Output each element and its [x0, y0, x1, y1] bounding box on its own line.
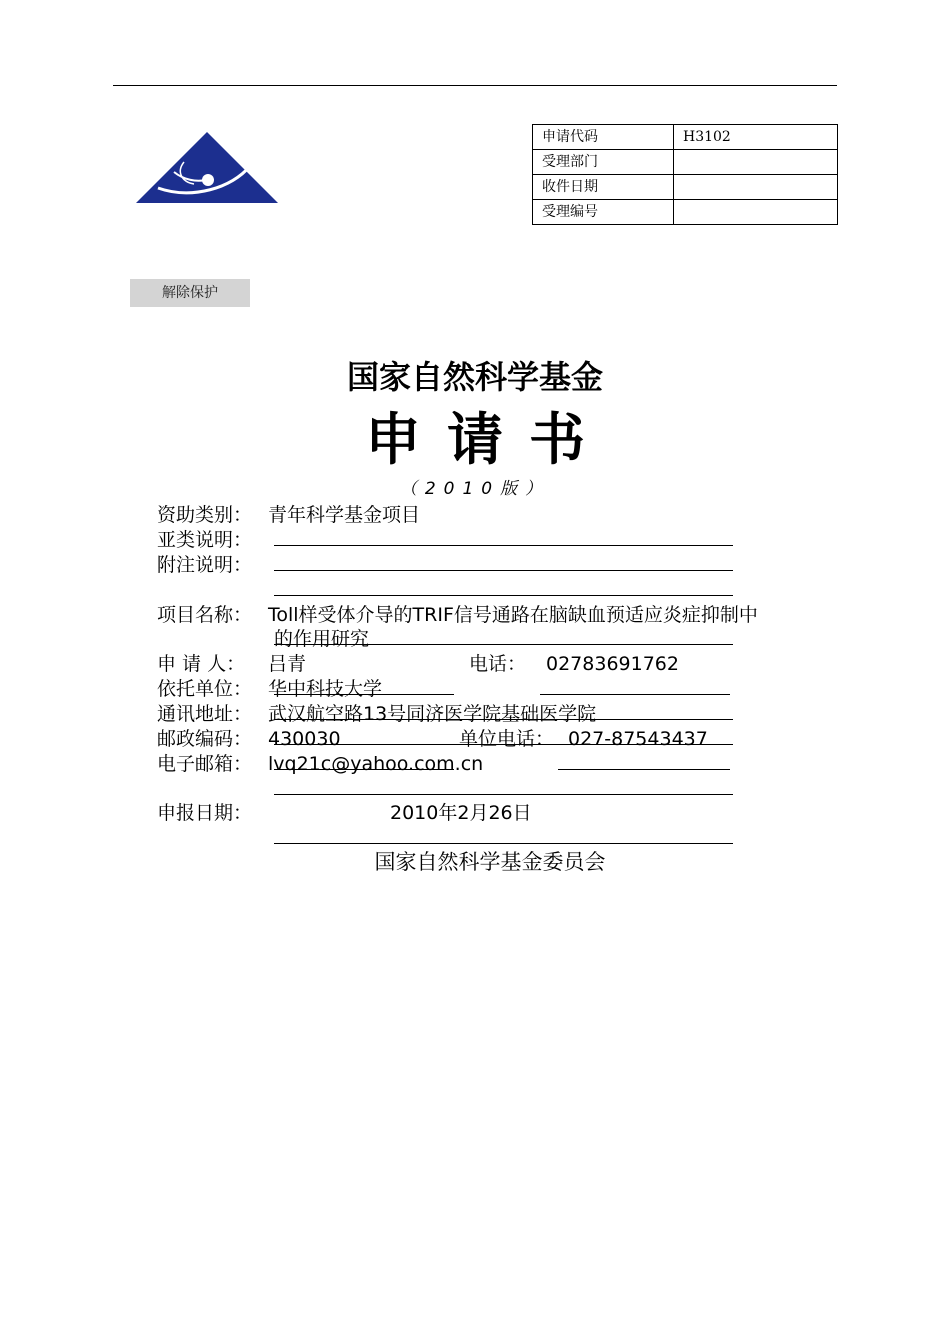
date-value[interactable]: 2010年2月26日 [390, 802, 532, 824]
subcategory-label: 亚类说明： [157, 529, 253, 551]
header-rule [113, 85, 837, 86]
info-label: 申请代码 [533, 125, 674, 150]
institution-underline [274, 694, 454, 695]
info-label: 受理部门 [533, 150, 674, 175]
institution-label: 依托单位： [157, 678, 253, 700]
acceptance-info-table [532, 124, 838, 225]
email-label: 电子邮箱： [157, 753, 253, 775]
info-label: 受理编号 [533, 200, 674, 225]
info-row [533, 175, 838, 200]
info-value[interactable] [674, 175, 838, 200]
postcode-label: 邮政编码： [157, 728, 253, 750]
address-label: 通讯地址： [157, 703, 253, 725]
note-label: 附注说明： [157, 554, 253, 576]
institution-underline-2 [540, 694, 730, 695]
postcode-underline [274, 744, 733, 745]
date-underline [274, 843, 733, 844]
nsfc-logo-icon [134, 130, 280, 206]
email-value[interactable]: lvq21c@yahoo.com.cn [268, 753, 484, 775]
phone-label: 电话： [469, 653, 527, 675]
subcategory-underline [274, 545, 733, 546]
postcode-value[interactable]: 430030 [268, 728, 341, 750]
info-row [533, 125, 838, 150]
institution-value[interactable]: 华中科技大学 [268, 678, 383, 700]
unprotect-button[interactable]: 解除保护 [130, 279, 250, 307]
info-row [533, 150, 838, 175]
address-underline [274, 719, 733, 720]
project-name-value-line1[interactable]: Toll样受体介导的TRIF信号通路在脑缺血预适应炎症抑制中 [268, 604, 758, 626]
email-underline [274, 769, 454, 770]
applicant-value[interactable]: 吕青 [268, 653, 307, 675]
note-underline-1 [274, 570, 733, 571]
address-value[interactable]: 武汉航空路13号同济医学院基础医学院 [268, 703, 597, 725]
info-value[interactable] [674, 200, 838, 225]
project-name-label: 项目名称： [157, 604, 253, 626]
note-underline-2 [274, 595, 733, 596]
document-title: 国家自然科学基金 [346, 358, 603, 396]
info-row [533, 200, 838, 225]
email-underline-2 [558, 769, 730, 770]
date-label: 申报日期： [157, 802, 253, 824]
project-name-value-line2[interactable]: 的作用研究 [274, 628, 370, 650]
email-underline-3 [274, 794, 733, 795]
edition-label: （2010版） [399, 479, 551, 499]
info-value[interactable] [674, 150, 838, 175]
phone-value[interactable]: 02783691762 [546, 653, 679, 675]
funding-type-value[interactable]: 青年科学基金项目 [268, 504, 421, 526]
info-label: 收件日期 [533, 175, 674, 200]
document-subtitle: 申请书 [365, 408, 611, 473]
footer-organization: 国家自然科学基金委员会 [374, 850, 606, 874]
unit-phone-value[interactable]: 027-87543437 [568, 728, 708, 750]
funding-type-label: 资助类别： [157, 504, 253, 526]
info-value[interactable]: H3102 [674, 125, 838, 150]
project-name-underline [274, 644, 733, 645]
applicant-label: 申 请 人： [157, 653, 246, 675]
unit-phone-label: 单位电话： [459, 728, 555, 750]
